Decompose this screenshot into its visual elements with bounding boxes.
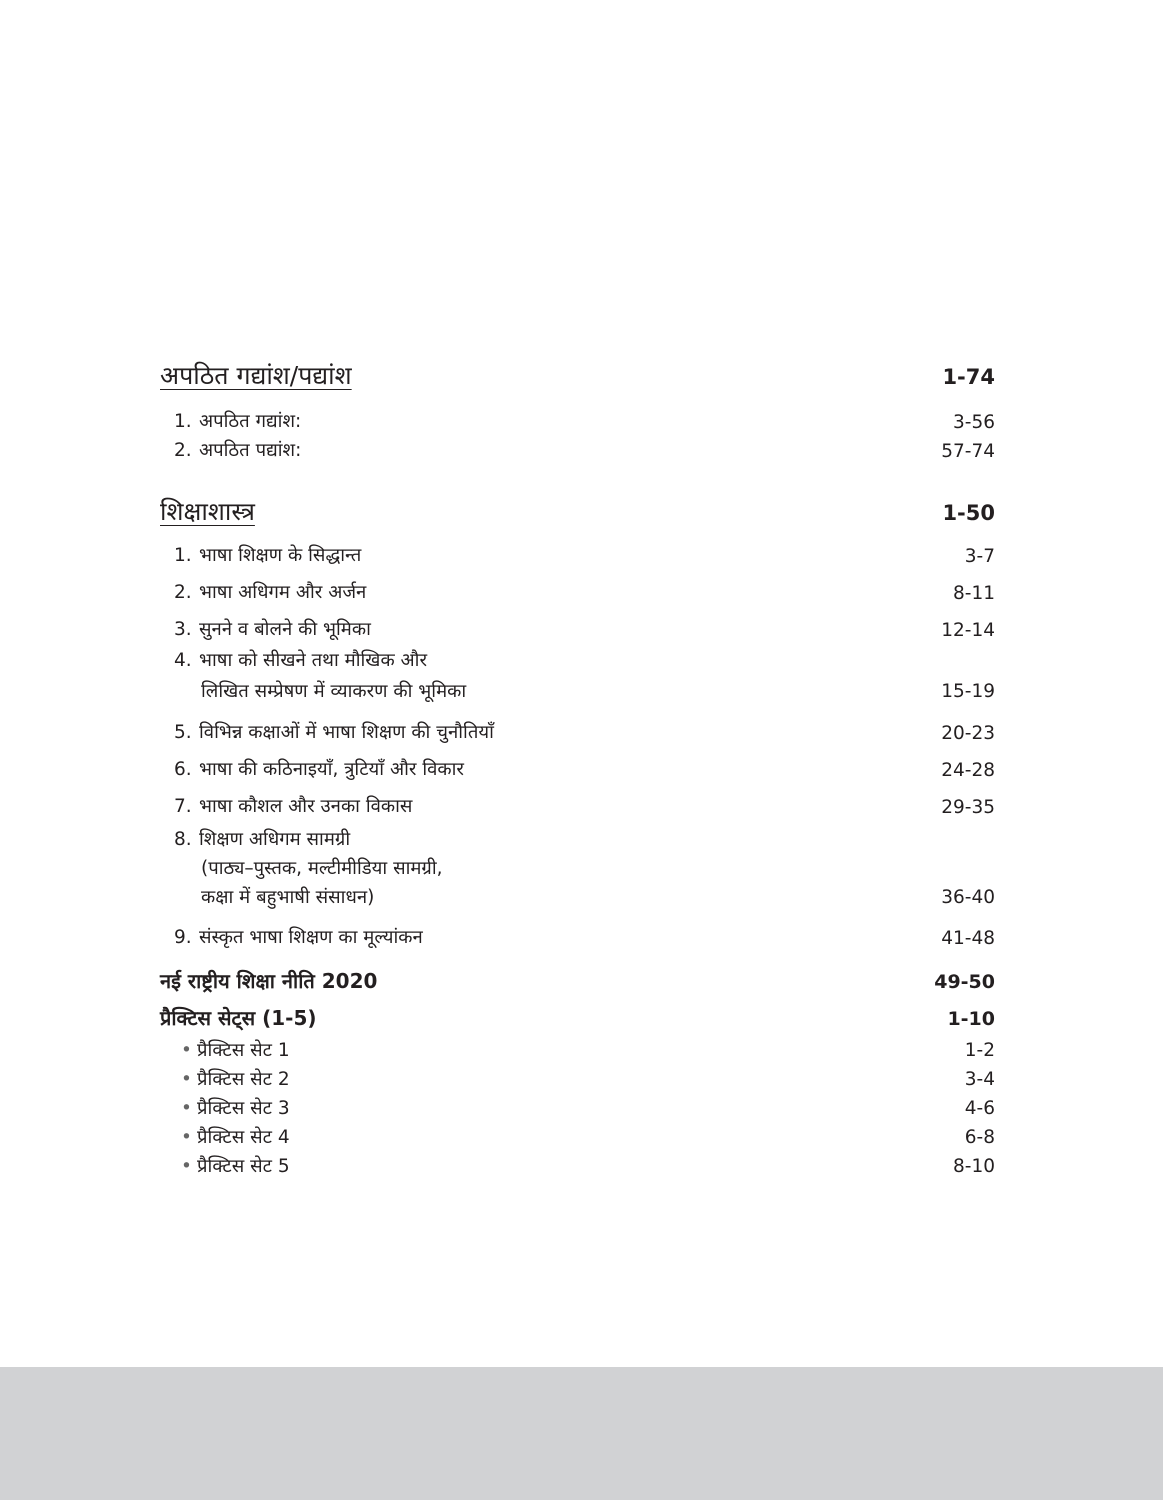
entry-number: 9. — [174, 927, 192, 948]
practice-label: प्रैक्टिस सेट 3 — [197, 1098, 290, 1119]
toc-entry[interactable] — [160, 818, 995, 912]
footer-band — [0, 1367, 1163, 1500]
entry-title-cont: लिखित सम्प्रेषण में व्याकरण की भूमिका — [201, 681, 467, 702]
practice-item-pages: 3-4 — [964, 1069, 995, 1090]
toc-entry[interactable] — [160, 641, 995, 707]
entry-pages: 15-19 — [941, 681, 995, 702]
bullet-icon: • — [181, 1156, 192, 1177]
entry-pages: 12-14 — [941, 620, 995, 641]
toc-entry[interactable] — [160, 912, 995, 949]
entry-pages: 3-56 — [953, 412, 995, 433]
practice-pages: 1-10 — [947, 1008, 995, 1030]
practice-item[interactable] — [160, 1152, 995, 1181]
bullet-icon: • — [181, 1127, 192, 1148]
entry-number: 8. — [174, 829, 192, 850]
toc-entry[interactable] — [160, 707, 995, 744]
practice-title: प्रैक्टिस सेट्स (1-5) — [160, 1006, 317, 1030]
toc-entry[interactable] — [160, 404, 995, 433]
practice-label: प्रैक्टिस सेट 4 — [197, 1127, 290, 1148]
entry-number: 4. — [174, 650, 192, 671]
entry-pages: 57-74 — [941, 441, 995, 462]
entry-title: अपठित पद्यांश: — [199, 440, 302, 461]
bullet-icon: • — [181, 1040, 192, 1061]
practice-item-pages: 8-10 — [953, 1156, 995, 1177]
section-pages: 1-50 — [942, 501, 995, 525]
entry-title: भाषा की कठिनाइयाँ, त्रुटियाँ और विकार — [199, 759, 464, 780]
entry-number: 1. — [174, 411, 192, 432]
practice-item[interactable] — [160, 1036, 995, 1065]
entry-title-cont: कक्षा में बहुभाषी संसाधन) — [201, 887, 375, 908]
section-pages: 1-74 — [942, 365, 995, 389]
entry-pages: 24-28 — [941, 760, 995, 781]
bullet-icon: • — [181, 1069, 192, 1090]
entry-title-cont: (पाठ्य–पुस्तक, मल्टीमीडिया सामग्री, — [201, 858, 443, 879]
entry-number: 2. — [174, 440, 192, 461]
bullet-icon: • — [181, 1098, 192, 1119]
entry-pages: 8-11 — [953, 583, 995, 604]
toc-entry[interactable] — [160, 433, 995, 462]
practice-heading[interactable] — [160, 1004, 995, 1036]
entry-number: 2. — [174, 582, 192, 603]
toc-entry[interactable] — [160, 530, 995, 567]
entry-title: अपठित गद्यांश: — [199, 411, 302, 432]
entry-title: सुनने व बोलने की भूमिका — [199, 619, 371, 640]
practice-item-pages: 1-2 — [964, 1040, 995, 1061]
entry-title: भाषा कौशल और उनका विकास — [199, 796, 413, 817]
entry-title: भाषा शिक्षण के सिद्धान्त — [199, 545, 362, 566]
table-of-contents — [160, 358, 995, 1181]
entry-number: 1. — [174, 545, 192, 566]
entry-number: 7. — [174, 796, 192, 817]
practice-item-pages: 6-8 — [964, 1127, 995, 1148]
toc-entry[interactable] — [160, 744, 995, 781]
entry-number: 6. — [174, 759, 192, 780]
entry-pages: 3-7 — [964, 546, 995, 567]
entry-title: विभिन्न कक्षाओं में भाषा शिक्षण की चुनौतियाँ — [199, 722, 494, 743]
toc-entry[interactable] — [160, 604, 995, 641]
practice-item[interactable] — [160, 1123, 995, 1152]
entry-title: भाषा को सीखने तथा मौखिक और — [199, 650, 428, 671]
entry-title: भाषा अधिगम और अर्जन — [199, 582, 367, 603]
practice-label: प्रैक्टिस सेट 5 — [197, 1156, 290, 1177]
practice-label: प्रैक्टिस सेट 2 — [197, 1069, 290, 1090]
section-heading-apathit[interactable] — [160, 358, 995, 402]
practice-item[interactable] — [160, 1065, 995, 1094]
entry-title: शिक्षण अधिगम सामग्री — [199, 829, 351, 850]
nep-title: नई राष्ट्रीय शिक्षा नीति 2020 — [160, 969, 378, 993]
section-heading-shikshashastra[interactable] — [160, 494, 995, 530]
practice-item-pages: 4-6 — [964, 1098, 995, 1119]
section-title: अपठित गद्यांश/पद्यांश — [160, 361, 352, 390]
entry-pages: 41-48 — [941, 928, 995, 949]
entry-pages: 29-35 — [941, 797, 995, 818]
toc-entry[interactable] — [160, 781, 995, 818]
entry-pages: 20-23 — [941, 723, 995, 744]
entry-title: संस्कृत भाषा शिक्षण का मूल्यांकन — [199, 927, 423, 948]
entry-number: 5. — [174, 722, 192, 743]
nep-pages: 49-50 — [934, 971, 995, 993]
entry-pages: 36-40 — [941, 887, 995, 908]
toc-entry[interactable] — [160, 567, 995, 604]
practice-item[interactable] — [160, 1094, 995, 1123]
nep-heading[interactable] — [160, 967, 995, 1004]
entry-number: 3. — [174, 619, 192, 640]
practice-label: प्रैक्टिस सेट 1 — [197, 1040, 290, 1061]
section-title: शिक्षाशास्त्र — [160, 497, 255, 526]
